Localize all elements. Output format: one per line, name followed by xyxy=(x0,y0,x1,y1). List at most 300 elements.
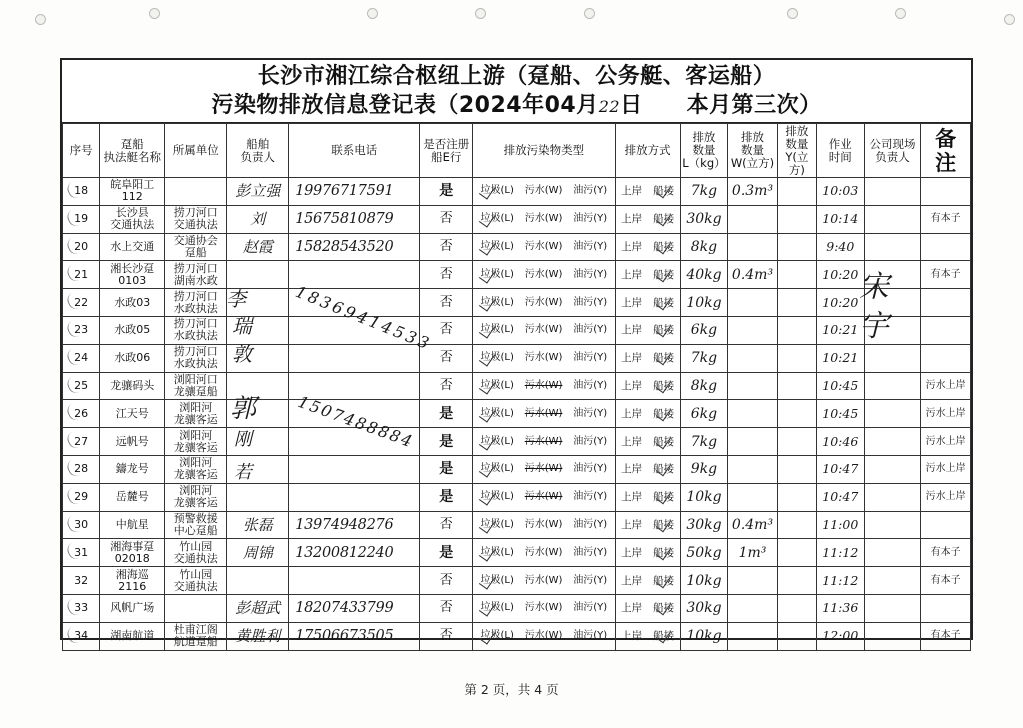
discharge-options xyxy=(616,436,680,448)
row-amount-w: 0.4m³ xyxy=(728,511,778,539)
row-phone xyxy=(289,428,420,456)
seq-value: 31 xyxy=(74,545,89,559)
row-phone xyxy=(289,344,420,372)
table-row xyxy=(63,316,971,344)
row-amount-y xyxy=(777,233,816,261)
row-phone: 18207433799 xyxy=(289,594,420,622)
row-discharge-mode xyxy=(615,483,680,511)
row-seq xyxy=(63,594,100,622)
option-sewage[interactable]: 污水(W) xyxy=(524,324,563,336)
row-supervisor xyxy=(864,178,921,206)
pollutant-options xyxy=(473,463,615,475)
option-sewage[interactable]: 污水(W) xyxy=(524,240,563,252)
row-vessel: 长沙县 交通执法 xyxy=(100,205,165,233)
row-amount-w xyxy=(728,344,778,372)
row-unit: 浏阳河 龙骧客运 xyxy=(165,455,227,483)
option-ashore[interactable]: 上岸 xyxy=(621,185,643,198)
row-discharge-mode xyxy=(615,594,680,622)
option-ashore[interactable]: 上岸 xyxy=(621,546,643,559)
option-garbage[interactable]: 垃圾(L) xyxy=(480,379,514,391)
row-amount-y xyxy=(777,455,816,483)
header-owner: 船舶 负责人 xyxy=(227,124,289,178)
option-garbage[interactable]: 垃圾(L) xyxy=(480,185,514,197)
option-ashore[interactable]: 上岸 xyxy=(621,435,643,448)
row-phone xyxy=(289,567,420,595)
row-unit: 竹山园 交通执法 xyxy=(165,539,227,567)
row-amount-l: 30kg xyxy=(680,594,728,622)
row-seq xyxy=(63,178,100,206)
row-discharge-mode xyxy=(615,622,680,650)
row-supervisor xyxy=(864,622,921,650)
row-vessel: 水政05 xyxy=(100,316,165,344)
row-amount-y xyxy=(777,511,816,539)
row-amount-l: 10kg xyxy=(680,289,728,317)
row-phone xyxy=(289,483,420,511)
option-sewage[interactable]: 污水(W) xyxy=(524,213,563,225)
option-garbage[interactable]: 垃圾(L) xyxy=(480,630,514,642)
table-row xyxy=(63,594,971,622)
row-supervisor xyxy=(864,455,921,483)
option-oil[interactable]: 油污(Y) xyxy=(573,185,608,197)
header-discharge-mode: 排放方式 xyxy=(615,124,680,178)
option-sewage[interactable]: 污水(W) xyxy=(524,602,563,614)
discharge-options xyxy=(616,630,680,642)
row-pollutant-type xyxy=(473,428,616,456)
option-garbage[interactable]: 垃圾(L) xyxy=(480,546,514,558)
handwritten-signature-c: 敦 xyxy=(232,342,252,366)
option-ashore[interactable]: 上岸 xyxy=(621,296,643,309)
discharge-options xyxy=(616,519,680,531)
row-unit: 预警救援 中心趸船 xyxy=(165,511,227,539)
row-pollutant-type xyxy=(473,289,616,317)
row-discharge-mode xyxy=(615,233,680,261)
handwritten-signature-b: 瑞 xyxy=(232,314,252,338)
row-pollutant-type xyxy=(473,344,616,372)
row-discharge-mode xyxy=(615,178,680,206)
header-vessel: 趸船 执法艇名称 xyxy=(100,124,165,178)
option-oil[interactable]: 油污(Y) xyxy=(573,407,608,419)
row-remark: 有本子 xyxy=(921,261,971,289)
row-seq xyxy=(63,511,100,539)
seq-value: 34 xyxy=(74,629,89,643)
title-line-2-prefix: 污染物排放信息登记表（2024年04月 xyxy=(211,92,599,118)
row-registered: 否 xyxy=(420,622,473,650)
row-amount-w: 0.3m³ xyxy=(728,178,778,206)
option-transfer[interactable]: 船接 xyxy=(653,602,675,615)
option-oil[interactable]: 油污(Y) xyxy=(573,518,608,530)
option-sewage[interactable]: 污水(W) xyxy=(524,268,563,280)
row-supervisor xyxy=(864,483,921,511)
row-vessel: 水政06 xyxy=(100,344,165,372)
option-transfer[interactable]: 船接 xyxy=(653,574,675,587)
discharge-options xyxy=(616,547,680,559)
row-phone: 13974948276 xyxy=(289,511,420,539)
discharge-options xyxy=(616,602,680,614)
row-time: 10:20 xyxy=(817,289,865,317)
option-ashore[interactable]: 上岸 xyxy=(621,379,643,392)
row-owner xyxy=(227,400,289,428)
option-ashore[interactable]: 上岸 xyxy=(621,463,643,476)
option-garbage[interactable]: 垃圾(L) xyxy=(480,407,514,419)
option-ashore[interactable]: 上岸 xyxy=(621,602,643,615)
row-remark: 污水上岸 xyxy=(921,483,971,511)
option-sewage[interactable]: 污水(W) xyxy=(524,407,563,419)
option-oil[interactable]: 油污(Y) xyxy=(573,352,608,364)
pollutant-options xyxy=(473,241,615,253)
option-garbage[interactable]: 垃圾(L) xyxy=(480,296,514,308)
option-sewage[interactable]: 污水(W) xyxy=(524,491,563,503)
option-transfer[interactable]: 船接 xyxy=(653,213,675,226)
row-discharge-mode xyxy=(615,539,680,567)
row-unit xyxy=(165,594,227,622)
row-discharge-mode xyxy=(615,567,680,595)
row-amount-y xyxy=(777,261,816,289)
row-amount-w: 0.4m³ xyxy=(728,261,778,289)
row-vessel: 江天号 xyxy=(100,400,165,428)
option-oil[interactable]: 油污(Y) xyxy=(573,268,608,280)
option-transfer[interactable]: 船接 xyxy=(653,463,675,476)
row-owner xyxy=(227,316,289,344)
seq-value: 18 xyxy=(74,184,89,198)
seq-value: 19 xyxy=(74,212,89,226)
option-oil[interactable]: 油污(Y) xyxy=(573,324,608,336)
row-discharge-mode xyxy=(615,455,680,483)
row-amount-y xyxy=(777,289,816,317)
handwritten-day: 22 xyxy=(598,96,621,116)
header-seq: 序号 xyxy=(63,124,100,178)
option-transfer[interactable]: 船接 xyxy=(653,491,675,504)
option-ashore[interactable]: 上岸 xyxy=(621,491,643,504)
row-owner xyxy=(227,567,289,595)
option-transfer[interactable]: 船接 xyxy=(653,630,675,643)
option-ashore[interactable]: 上岸 xyxy=(621,518,643,531)
row-supervisor xyxy=(864,594,921,622)
row-registered: 否 xyxy=(420,316,473,344)
table-row xyxy=(63,372,971,400)
row-owner xyxy=(227,483,289,511)
row-pollutant-type xyxy=(473,372,616,400)
option-oil[interactable]: 油污(Y) xyxy=(573,240,608,252)
row-vessel: 水政03 xyxy=(100,289,165,317)
discharge-table xyxy=(62,123,971,651)
option-ashore[interactable]: 上岸 xyxy=(621,268,643,281)
row-amount-l: 30kg xyxy=(680,511,728,539)
row-owner xyxy=(227,455,289,483)
row-seq xyxy=(63,205,100,233)
pollutant-options xyxy=(473,519,615,531)
option-ashore[interactable]: 上岸 xyxy=(621,630,643,643)
row-remark xyxy=(921,594,971,622)
option-garbage[interactable]: 垃圾(L) xyxy=(480,435,514,447)
option-oil[interactable]: 油污(Y) xyxy=(573,463,608,475)
option-sewage[interactable]: 污水(W) xyxy=(524,630,563,642)
seq-value: 27 xyxy=(74,434,89,448)
row-time: 11:36 xyxy=(817,594,865,622)
row-phone: 17506673505 xyxy=(289,622,420,650)
title-line-1: 长沙市湘江综合枢纽上游（趸船、公务艇、客运船） xyxy=(257,63,776,89)
row-supervisor xyxy=(864,372,921,400)
option-garbage[interactable]: 垃圾(L) xyxy=(480,518,514,530)
option-sewage[interactable]: 污水(W) xyxy=(524,379,563,391)
table-row xyxy=(63,428,971,456)
row-vessel: 中航星 xyxy=(100,511,165,539)
option-garbage[interactable]: 垃圾(L) xyxy=(480,352,514,364)
row-pollutant-type xyxy=(473,205,616,233)
option-transfer[interactable]: 船接 xyxy=(653,296,675,309)
row-registered: 否 xyxy=(420,594,473,622)
row-unit: 浏阳河 龙骧客运 xyxy=(165,483,227,511)
seq-value: 32 xyxy=(74,573,89,587)
row-vessel: 湘海事趸 02018 xyxy=(100,539,165,567)
discharge-options xyxy=(616,408,680,420)
row-time: 10:21 xyxy=(817,316,865,344)
option-ashore[interactable]: 上岸 xyxy=(621,240,643,253)
handwritten-signature-d: 郭 xyxy=(230,394,257,424)
handwritten-phone-diagonal-2: 1507488884 xyxy=(295,392,417,452)
option-sewage[interactable]: 污水(W) xyxy=(524,574,563,586)
option-oil[interactable]: 油污(Y) xyxy=(573,546,608,558)
option-garbage[interactable]: 垃圾(L) xyxy=(480,574,514,586)
row-owner xyxy=(227,344,289,372)
row-discharge-mode xyxy=(615,400,680,428)
row-registered: 是 xyxy=(420,483,473,511)
table-row xyxy=(63,483,971,511)
row-amount-w xyxy=(728,372,778,400)
row-phone xyxy=(289,455,420,483)
row-remark: 有本子 xyxy=(921,567,971,595)
option-ashore[interactable]: 上岸 xyxy=(621,352,643,365)
row-time: 10:03 xyxy=(817,178,865,206)
seq-value: 29 xyxy=(74,490,89,504)
row-registered: 是 xyxy=(420,178,473,206)
option-sewage[interactable]: 污水(W) xyxy=(524,463,563,475)
row-amount-y xyxy=(777,316,816,344)
option-oil[interactable]: 油污(Y) xyxy=(573,574,608,586)
row-registered: 是 xyxy=(420,400,473,428)
row-registered: 否 xyxy=(420,261,473,289)
row-time: 10:47 xyxy=(817,455,865,483)
row-supervisor xyxy=(864,261,921,289)
option-ashore[interactable]: 上岸 xyxy=(621,324,643,337)
discharge-options xyxy=(616,380,680,392)
header-time: 作业 时间 xyxy=(817,124,865,178)
option-sewage[interactable]: 污水(W) xyxy=(524,435,563,447)
row-seq xyxy=(63,567,100,595)
option-ashore[interactable]: 上岸 xyxy=(621,213,643,226)
row-supervisor xyxy=(864,205,921,233)
table-row xyxy=(63,233,971,261)
row-time: 10:20 xyxy=(817,261,865,289)
option-transfer[interactable]: 船接 xyxy=(653,352,675,365)
pollutant-options xyxy=(473,380,615,392)
pollutant-options xyxy=(473,352,615,364)
row-discharge-mode xyxy=(615,205,680,233)
option-transfer[interactable]: 船接 xyxy=(653,324,675,337)
row-amount-w xyxy=(728,428,778,456)
table-row xyxy=(63,344,971,372)
option-transfer[interactable]: 船接 xyxy=(653,546,675,559)
row-unit: 浏阳河 龙骧客运 xyxy=(165,428,227,456)
option-transfer[interactable]: 船接 xyxy=(653,379,675,392)
header-registered: 是否注册 船E行 xyxy=(420,124,473,178)
header-pollutant-type: 排放污染物类型 xyxy=(473,124,616,178)
row-seq xyxy=(63,455,100,483)
seq-value: 22 xyxy=(74,295,89,309)
row-seq xyxy=(63,233,100,261)
row-amount-w xyxy=(728,400,778,428)
pollutant-options xyxy=(473,269,615,281)
option-sewage[interactable]: 污水(W) xyxy=(524,185,563,197)
option-oil[interactable]: 油污(Y) xyxy=(573,296,608,308)
row-owner: 赵霞 xyxy=(227,233,289,261)
pollutant-options xyxy=(473,602,615,614)
row-time: 10:14 xyxy=(817,205,865,233)
row-amount-y xyxy=(777,205,816,233)
row-pollutant-type xyxy=(473,539,616,567)
option-oil[interactable]: 油污(Y) xyxy=(573,435,608,447)
row-phone: 13200812240 xyxy=(289,539,420,567)
table-row xyxy=(63,205,971,233)
row-owner: 周锦 xyxy=(227,539,289,567)
form-title xyxy=(62,60,971,123)
row-pollutant-type xyxy=(473,233,616,261)
row-remark: 污水上岸 xyxy=(921,372,971,400)
row-vessel: 湘长沙趸 0103 xyxy=(100,261,165,289)
row-seq xyxy=(63,400,100,428)
row-amount-y xyxy=(777,567,816,595)
seq-value: 28 xyxy=(74,462,89,476)
row-unit: 浏阳河 龙骧客运 xyxy=(165,400,227,428)
row-amount-l: 30kg xyxy=(680,205,728,233)
row-pollutant-type xyxy=(473,261,616,289)
option-garbage[interactable]: 垃圾(L) xyxy=(480,324,514,336)
row-owner xyxy=(227,428,289,456)
table-header-row xyxy=(63,124,971,178)
row-amount-l: 10kg xyxy=(680,567,728,595)
row-pollutant-type xyxy=(473,567,616,595)
row-registered: 否 xyxy=(420,372,473,400)
row-amount-y xyxy=(777,622,816,650)
table-row xyxy=(63,289,971,317)
row-registered: 否 xyxy=(420,344,473,372)
row-registered: 否 xyxy=(420,511,473,539)
row-pollutant-type xyxy=(473,483,616,511)
option-ashore[interactable]: 上岸 xyxy=(621,407,643,420)
option-transfer[interactable]: 船接 xyxy=(653,185,675,198)
row-pollutant-type xyxy=(473,594,616,622)
row-remark: 污水上岸 xyxy=(921,428,971,456)
row-unit: 竹山园 交通执法 xyxy=(165,567,227,595)
option-sewage[interactable]: 污水(W) xyxy=(524,518,563,530)
option-garbage[interactable]: 垃圾(L) xyxy=(480,602,514,614)
option-oil[interactable]: 油污(Y) xyxy=(573,491,608,503)
row-unit: 浏阳河口 龙骧趸船 xyxy=(165,372,227,400)
header-amount-l: 排放 数量 L（kg） xyxy=(680,124,728,178)
discharge-options xyxy=(616,185,680,197)
discharge-options xyxy=(616,463,680,475)
row-remark xyxy=(921,289,971,317)
row-pollutant-type xyxy=(473,400,616,428)
pollutant-options xyxy=(473,213,615,225)
seq-value: 25 xyxy=(74,378,89,392)
option-oil[interactable]: 油污(Y) xyxy=(573,602,608,614)
pollutant-options xyxy=(473,547,615,559)
header-supervisor: 公司现场 负责人 xyxy=(864,124,921,178)
option-garbage[interactable]: 垃圾(L) xyxy=(480,268,514,280)
option-transfer[interactable]: 船接 xyxy=(653,240,675,253)
row-supervisor xyxy=(864,511,921,539)
row-amount-w xyxy=(728,455,778,483)
table-row xyxy=(63,400,971,428)
row-vessel: 湘海巡 2116 xyxy=(100,567,165,595)
row-time: 10:45 xyxy=(817,400,865,428)
seq-value: 33 xyxy=(74,601,89,615)
option-transfer[interactable]: 船接 xyxy=(653,518,675,531)
option-garbage[interactable]: 垃圾(L) xyxy=(480,463,514,475)
row-amount-l: 9kg xyxy=(680,455,728,483)
row-phone xyxy=(289,372,420,400)
row-discharge-mode xyxy=(615,344,680,372)
option-oil[interactable]: 油污(Y) xyxy=(573,213,608,225)
row-pollutant-type xyxy=(473,178,616,206)
row-owner: 刘 xyxy=(227,205,289,233)
seq-value: 23 xyxy=(74,323,89,337)
row-unit: 捞刀河口 水政执法 xyxy=(165,289,227,317)
option-ashore[interactable]: 上岸 xyxy=(621,574,643,587)
option-transfer[interactable]: 船接 xyxy=(653,407,675,420)
option-transfer[interactable]: 船接 xyxy=(653,435,675,448)
row-amount-l: 10kg xyxy=(680,622,728,650)
option-sewage[interactable]: 污水(W) xyxy=(524,546,563,558)
seq-value: 20 xyxy=(74,239,89,253)
option-garbage[interactable]: 垃圾(L) xyxy=(480,491,514,503)
row-registered: 是 xyxy=(420,539,473,567)
option-garbage[interactable]: 垃圾(L) xyxy=(480,213,514,225)
option-oil[interactable]: 油污(Y) xyxy=(573,630,608,642)
discharge-options xyxy=(616,575,680,587)
row-owner: 黄胜利 xyxy=(227,622,289,650)
row-amount-w: 1m³ xyxy=(728,539,778,567)
row-supervisor xyxy=(864,428,921,456)
row-unit: 捞刀河口 水政执法 xyxy=(165,344,227,372)
option-sewage[interactable]: 污水(W) xyxy=(524,352,563,364)
row-amount-w xyxy=(728,594,778,622)
row-remark: 有本子 xyxy=(921,205,971,233)
table-row xyxy=(63,455,971,483)
row-vessel: 鑄龙号 xyxy=(100,455,165,483)
pollutant-options xyxy=(473,297,615,309)
option-transfer[interactable]: 船接 xyxy=(653,268,675,281)
row-seq xyxy=(63,261,100,289)
option-garbage[interactable]: 垃圾(L) xyxy=(480,240,514,252)
row-seq xyxy=(63,289,100,317)
row-seq xyxy=(63,344,100,372)
title-day-suffix: 日 xyxy=(620,92,643,118)
row-registered: 否 xyxy=(420,205,473,233)
pollutant-options xyxy=(473,185,615,197)
row-remark: 污水上岸 xyxy=(921,455,971,483)
option-oil[interactable]: 油污(Y) xyxy=(573,379,608,391)
row-amount-l: 7kg xyxy=(680,428,728,456)
row-phone: 15675810879 xyxy=(289,205,420,233)
row-vessel: 龙骧码头 xyxy=(100,372,165,400)
table-row xyxy=(63,261,971,289)
header-unit: 所属单位 xyxy=(165,124,227,178)
seq-value: 26 xyxy=(74,406,89,420)
row-remark: 污水上岸 xyxy=(921,400,971,428)
option-sewage[interactable]: 污水(W) xyxy=(524,296,563,308)
row-vessel: 湖南航道 xyxy=(100,622,165,650)
